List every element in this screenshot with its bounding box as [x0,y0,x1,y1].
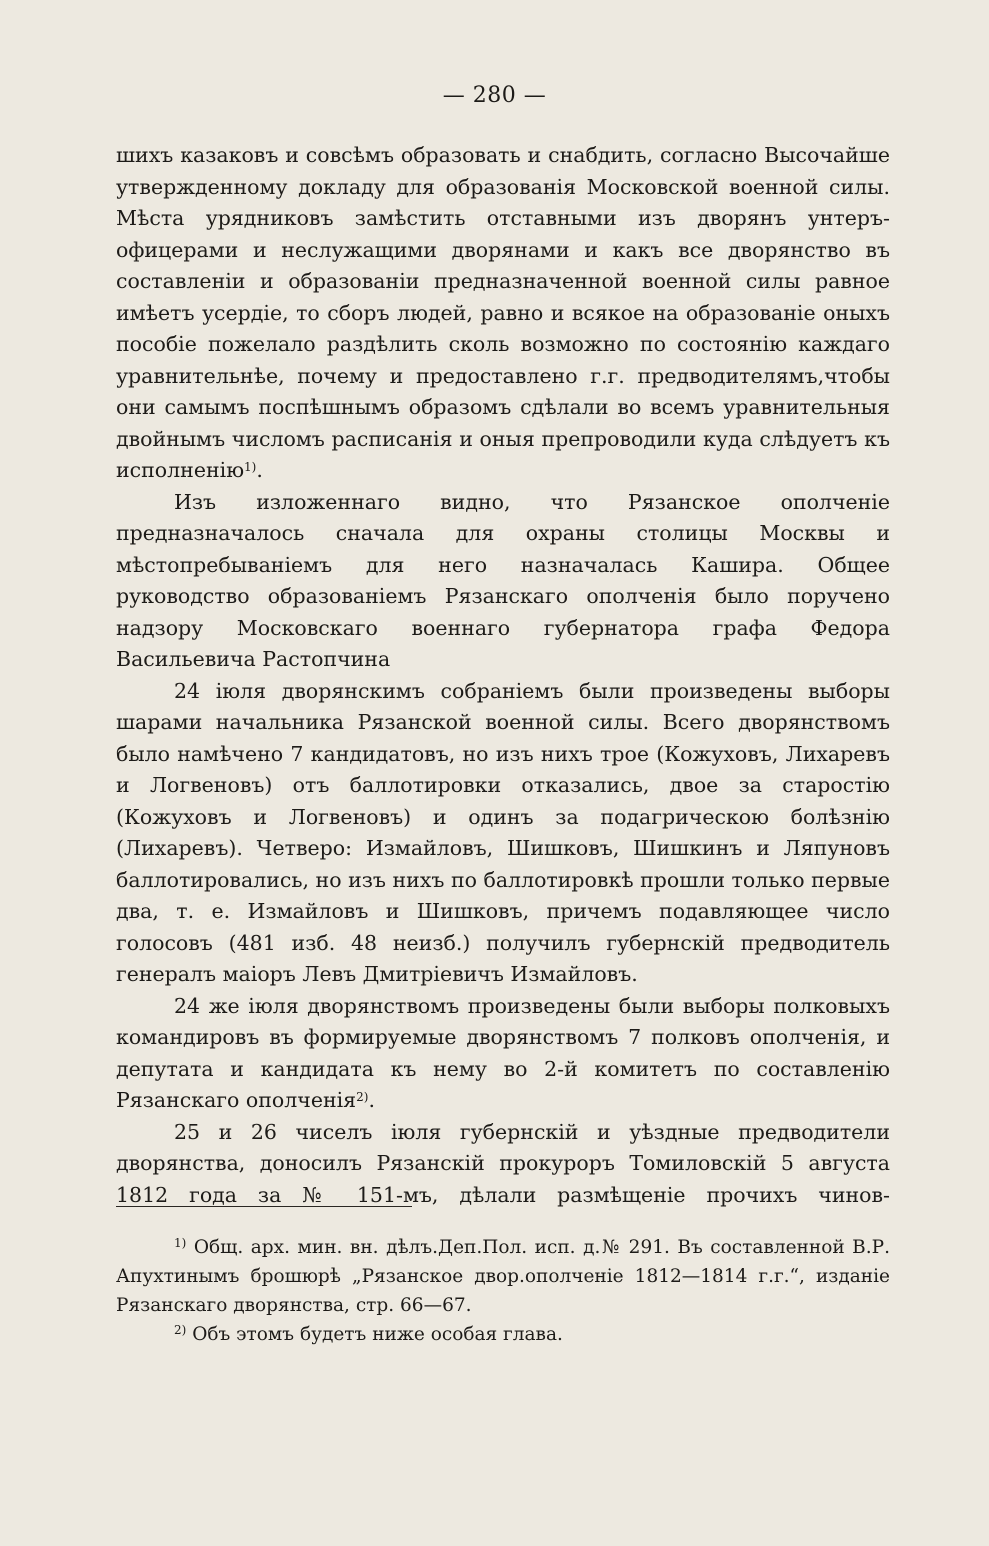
paragraph-elections-commanders [116,991,890,1117]
footnote-marker: 1) [174,1236,187,1250]
paragraph-opolchenie-purpose [116,487,890,676]
paragraph-elections-chief [116,676,890,991]
footnote-text: Объ этомъ будетъ ниже особая глава. [192,1324,563,1345]
paragraph-tail: . [368,1088,375,1112]
main-text [116,140,890,1211]
page-number: — 280 — [442,83,547,108]
paragraph-text: шихъ казаковъ и совсѣмъ образовать и снабдить, согласно Высочайше утвержденному докладу для образованія Московской военной силы. Мѣста урядниковъ замѣстить отставными изъ дворянъ унтеръ-офицерами и неслужащими дворянами и какъ все дворянство въ составленіи и образованіи предназначенной военной силы равное имѣетъ усердіе, то сборъ людей, равно и всякое на образованіе оныхъ пособіе пожелало раздѣлить сколь возможно по состоянію каждаго уравнительнѣе, почему и предоставлено г.г. предводителямъ,чтобы они самымъ поспѣшнымъ образомъ сдѣлали во всемъ уравнительныя двойнымъ числомъ расписанія и оныя препроводили куда слѣдуетъ къ исполненію [116,143,890,482]
paragraph-text: 25 и 26 чиселъ іюля губернскій и уѣздные предводители дворянства, доносилъ Рязанскій прокуроръ Томиловскій 5 августа 1812 года за № 151-мъ, дѣлали размѣщеніе прочихъ чинов- [116,1119,890,1207]
footnote-ref-1: 1) [244,460,257,474]
paragraph-text: 24 іюля дворянскимъ собраніемъ были произведены выборы шарами начальника Рязанской военной силы. Всего дворянствомъ было намѣчено 7 кандидатовъ, но изъ нихъ трое (Кожуховъ, Лихаревъ и Логвеновъ) отъ баллотировки отказались, двое за старостію (Кожуховъ и Логвеновъ) и одинъ за подагрическою болѣзнію (Лихаревъ). Четверо: Измайловъ, Шишковъ, Шишкинъ и Ляпуновъ баллотировались, но изъ нихъ по баллотировкѣ прошли только первые два, т. е. Измайловъ и Шишковъ, причемъ подавляющее число голосовъ (481 изб. 48 неизб.) получилъ губернскій предводитель генералъ маіоръ Левъ Дмитріевичъ Измайловъ. [116,678,890,986]
footnote-ref-2: 2) [356,1090,369,1104]
footnote-2 [116,1320,890,1349]
paragraph-tail: . [256,458,263,482]
paragraph-text: Изъ изложеннаго видно, что Рязанское ополченіе предназначалось сначала для охраны столицы Москвы и мѣстопребываніемъ для него назначалась Кашира. Общее руководство образованіемъ Рязанскаго ополченія было поручено надзору Московскаго военнаго губернатора графа Федора Васильевича Растопчина [116,489,890,671]
paragraph-placement [116,1117,890,1212]
footnote-1 [116,1233,890,1320]
footnote-text: Общ. арх. мин. вн. дѣлъ.Деп.Пол. исп. д.№ 291. Въ составленной В.Р. Апухтинымъ брошюрѣ „Рязанское двор.ополченіе 1812—1814 г.г.“, изданіе Рязанскаго дворянства, стр. 66—67. [116,1237,890,1316]
paragraph-text: 24 же іюля дворянствомъ произведены были выборы полковыхъ командировъ въ формируемые дворянствомъ 7 полковъ ополченія, и депутата и кандидата къ нему во 2-й комитетъ по составленію Рязанскаго ополченія [116,993,890,1112]
footnote-marker: 2) [174,1323,187,1337]
footnote-divider [116,1206,412,1207]
footnotes [116,1233,890,1349]
paragraph-continuation [116,140,890,487]
